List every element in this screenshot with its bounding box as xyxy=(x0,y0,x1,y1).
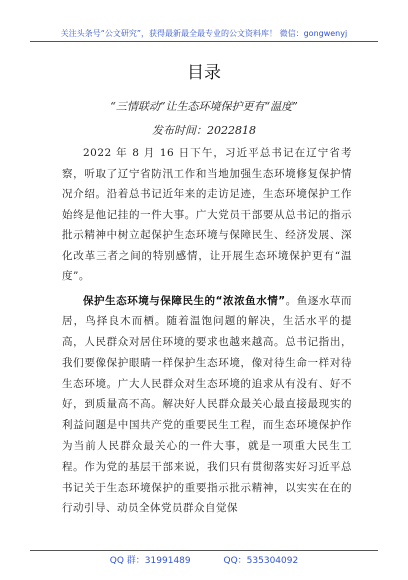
article-subtitle: “三情联动”让生态环境保护更有“温度” xyxy=(110,100,298,113)
paragraph-intro: 2022 年 8 月 16 日下午，习近平总书记在辽宁省考察，听取了辽宁省防汛工作和当地加强生态环境修复保护情况介绍。沿着总书记近年来的走访足迹，生态环境保护工作始终是他记挂的一件大事。广大党员干部要从总书记的指示批示精神中树立起保护生态环境与保障民生、经济发展、深化改革三者之间的特别感情，让开展生态环境保护更有“温度”。 xyxy=(62,147,352,282)
section-text: 。鱼逐水草而居，鸟择良木而栖。随着温饱问题的解决，生活水平的提高，人民群众对居住环境的要求也越来越高。总书记指出，我们要像保护眼睛一样保护生态环境，像对待生命一样对待生态环境。广大人民群众对生态环境的追求从有没有、好不好，到质量高不高。解决好人民群众最关心最直接最现实的利益问题是中国共产党的重要民生工程，而生态环境保护作为当前人民群众最关心的一件大事，就是一项重大民生工程。作为党的基层干部来说，我们只有贯彻落实好习近平总书记关于生态环境保护的重要指示批示精神，以实实在在的行动引导、动员全体党员群众自觉保 xyxy=(62,294,352,515)
footer xyxy=(0,553,408,566)
top-divider xyxy=(30,41,378,42)
paragraph-section xyxy=(62,291,352,520)
publish-date: 发布时间：2022818 xyxy=(152,124,256,137)
qq-contact-text: QQ：535304092 xyxy=(223,556,299,566)
document-title: 目录 xyxy=(187,63,221,83)
top-banner: 关注头条号“公文研究”，获得最新最全最专业的公文资料库！ 微信：gongwenyj xyxy=(60,29,348,38)
article-body xyxy=(62,143,352,519)
qq-group-text: QQ 群：31991489 xyxy=(109,556,191,566)
section-heading: 保护生态环境与保障民生的“浓浓鱼水情” xyxy=(83,294,286,307)
bottom-divider xyxy=(30,550,378,551)
